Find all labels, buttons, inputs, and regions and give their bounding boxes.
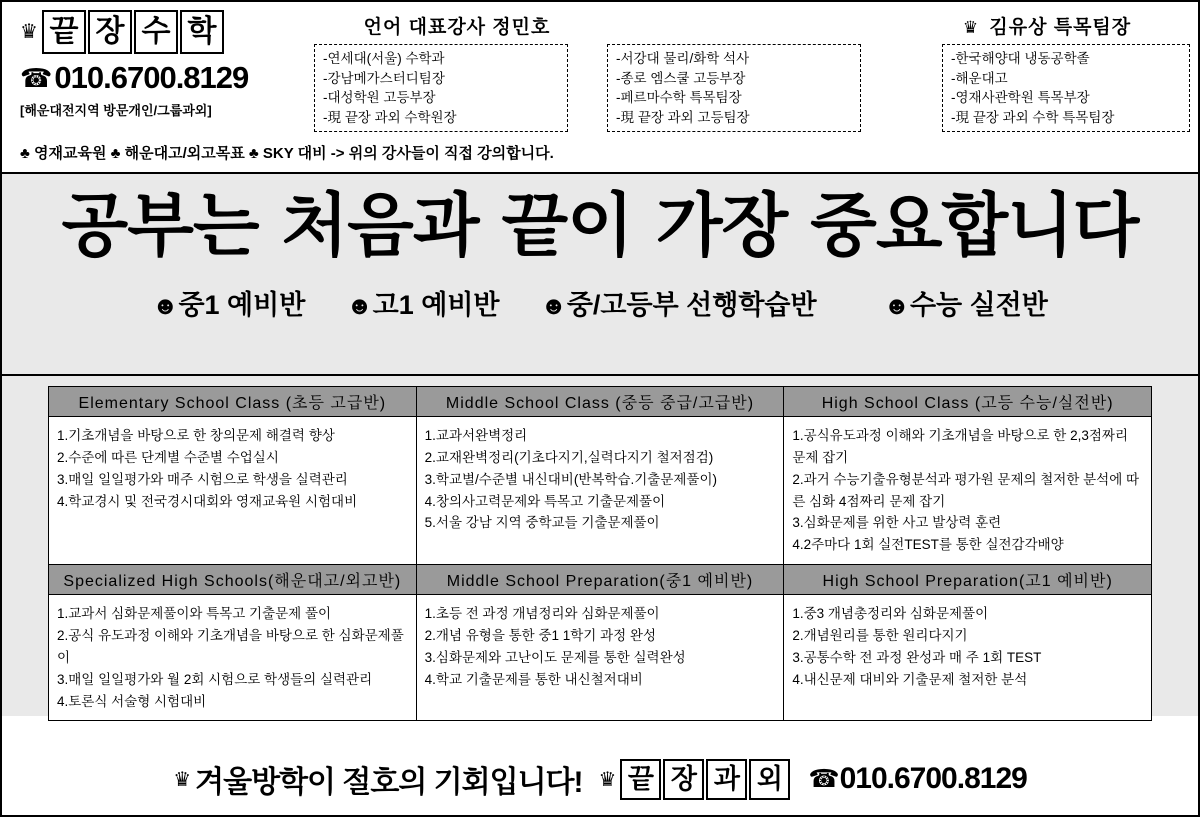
credential-item: -강남메가스터디팀장 <box>323 70 445 86</box>
brand-logo <box>42 10 226 54</box>
credential-item: -現 끝장 과외 고등팀장 <box>616 109 750 125</box>
header-highlights: ♣ 영재교육원 ♣ 해운대고/외고목표 ♣ SKY 대비 -> 위의 강사들이 직접 강의합니다. <box>20 145 554 162</box>
footer-section <box>2 743 1198 815</box>
list-item: 4.창의사고력문제와 특목고 기출문제풀이 <box>424 493 666 509</box>
service-region-note: [해운대전지역 방문개인/그룹과외] <box>20 103 212 118</box>
class-badge-label: 고1 예비반 <box>372 290 500 320</box>
list-item: 4.학교 기출문제를 통한 내신철저대비 <box>424 671 643 687</box>
table-header-row <box>49 565 1152 595</box>
column-header: High School Class (고등 수능/실전반) <box>784 387 1152 417</box>
list-item: 4.토론식 서술형 시험대비 <box>57 693 207 709</box>
teacher2-title-row <box>902 12 1192 39</box>
telephone-icon: ☎ <box>20 62 53 93</box>
list-item: 2.과거 수능기출유형분석과 평가원 문제의 철저한 분석에 따른 심화 4점짜리 문제 잡기 <box>792 471 1140 509</box>
column-header: High School Preparation(고1 예비반) <box>784 565 1152 595</box>
teacher1-title: 언어 대표강사 정민호 <box>363 17 551 38</box>
class-badges <box>2 283 1198 322</box>
list-item: 3.학교별/수준별 내신대비(반복학습.기출문제풀이) <box>424 471 717 487</box>
crown-icon: ♛ <box>962 18 980 37</box>
table-cell <box>416 595 784 721</box>
column-header: Elementary School Class (초등 고급반) <box>49 387 417 417</box>
table-cell <box>784 417 1152 565</box>
list-item: 1.교과서 심화문제풀이와 특목고 기출문제 풀이 <box>57 606 332 622</box>
table-cell <box>49 417 417 565</box>
credential-item: -現 끝장 과외 수학원장 <box>323 109 457 125</box>
teacher1-credentials <box>314 44 568 132</box>
table-row <box>49 595 1152 721</box>
list-item: 1.기초개념을 바탕으로 한 창의문제 해결력 향상 <box>57 428 335 443</box>
list-item: 2.개념원리를 통한 원리다지기 <box>792 628 968 644</box>
class-badge-label: 중1 예비반 <box>178 290 306 320</box>
credential-item: -해운대고 <box>951 70 1008 86</box>
brand-logo-char: 끝 <box>42 10 86 54</box>
credential-item: -한국해양대 냉동공학졸 <box>951 51 1090 66</box>
list-item: 5.서울 강남 지역 중학교들 기출문제풀이 <box>424 515 660 531</box>
class-badge-label: 중/고등부 선행학습반 <box>566 290 817 320</box>
list-item: 4.2주마다 1회 실전TEST를 통한 실전감각배양 <box>792 537 1064 553</box>
list-item: 3.매일 일일평가와 매주 시험으로 학생을 실력관리 <box>57 471 348 487</box>
footer-slogan: 겨울방학이 절호의 기회입니다! <box>195 766 583 799</box>
list-item: 3.심화문제와 고난이도 문제를 통한 실력완성 <box>424 649 686 665</box>
footer-logo-char: 끝 <box>620 759 661 800</box>
list-item: 1.공식유도과정 이해와 기초개념을 바탕으로 한 2,3점짜리 문제 잡기 <box>792 428 1128 465</box>
list-item: 1.중3 개념총정리와 심화문제풀이 <box>792 606 989 622</box>
list-item: 2.수준에 따른 단계별 수준별 수업실시 <box>57 449 279 465</box>
column-header: Specialized High Schools(해운대고/외고반) <box>49 565 417 595</box>
table-header-row <box>49 387 1152 417</box>
brand-logo-char: 학 <box>180 10 224 54</box>
brand-block <box>20 10 310 119</box>
footer-logo-char: 외 <box>749 759 790 800</box>
column-header: Middle School Preparation(중1 예비반) <box>416 565 784 595</box>
teacher2-credentials <box>942 44 1190 132</box>
crown-icon: ♛ <box>173 768 192 791</box>
credential-item: -영재사관학원 특목부장 <box>951 90 1090 106</box>
table-cell <box>784 595 1152 721</box>
credential-item: -現 끝장 과외 수학 특목팀장 <box>951 109 1115 125</box>
page-title: 공부는 처음과 끝이 가장 중요합니다 <box>61 186 1139 266</box>
credential-item: -연세대(서울) 수학과 <box>323 51 445 66</box>
list-item: 2.공식 유도과정 이해와 기초개념을 바탕으로 한 심화문제풀이 <box>57 628 404 665</box>
credential-item: -페르마수학 특목팀장 <box>616 90 742 106</box>
brand-logo-char: 장 <box>88 10 132 54</box>
list-item: 4.학교경시 및 전국경시대회와 영재교육원 시험대비 <box>57 493 358 509</box>
list-item: 1.교과서완벽정리 <box>424 428 528 443</box>
list-item: 1.초등 전 과정 개념정리와 심화문제풀이 <box>424 606 660 622</box>
footer-logo-char: 과 <box>706 759 747 800</box>
list-item: 3.매일 일일평가와 월 2회 시험으로 학생들의 실력관리 <box>57 671 373 687</box>
crown-icon: ♛ <box>598 768 617 791</box>
teacher2-title: 김유상 특목팀장 <box>989 17 1132 38</box>
class-badge-label: 수능 실전반 <box>909 290 1048 320</box>
crown-icon: ♛ <box>20 21 38 43</box>
list-item: 2.개념 유형을 통한 중1 1학기 과정 완성 <box>424 628 657 644</box>
table-cell <box>416 417 784 565</box>
list-item: 3.공통수학 전 과정 완성과 매 주 1회 TEST <box>792 649 1042 665</box>
footer-logo <box>620 759 792 800</box>
table-row <box>49 417 1152 565</box>
header-phone-number: 010.6700.8129 <box>54 60 249 95</box>
list-item: 2.교재완벽정리(기초다지기,실력다지기 철저점검) <box>424 449 714 465</box>
teacher1b-credentials <box>607 44 861 132</box>
header-phone <box>20 60 310 96</box>
smiley-face-icon: ☻ <box>883 292 910 320</box>
smiley-face-icon: ☻ <box>540 292 567 320</box>
brand-logo-char: 수 <box>134 10 178 54</box>
list-item: 4.내신문제 대비와 기출문제 철저한 분석 <box>792 671 1028 687</box>
column-header: Middle School Class (중등 중급/고급반) <box>416 387 784 417</box>
credential-item: -대성학원 고등부장 <box>323 90 436 106</box>
footer-logo-char: 장 <box>663 759 704 800</box>
telephone-icon: ☎ <box>808 765 840 793</box>
curriculum-table <box>48 386 1152 721</box>
credential-item: -서강대 물리/화학 석사 <box>616 51 750 66</box>
credential-item: -종로 엠스쿨 고등부장 <box>616 70 746 86</box>
smiley-face-icon: ☻ <box>346 292 373 320</box>
smiley-face-icon: ☻ <box>152 292 179 320</box>
list-item: 3.심화문제를 위한 사고 발상력 훈련 <box>792 515 1002 531</box>
footer-phone-number: 010.6700.8129 <box>839 762 1027 795</box>
curriculum-section <box>2 376 1198 716</box>
table-cell <box>49 595 417 721</box>
hero-section <box>2 174 1198 376</box>
header-section <box>2 2 1198 174</box>
